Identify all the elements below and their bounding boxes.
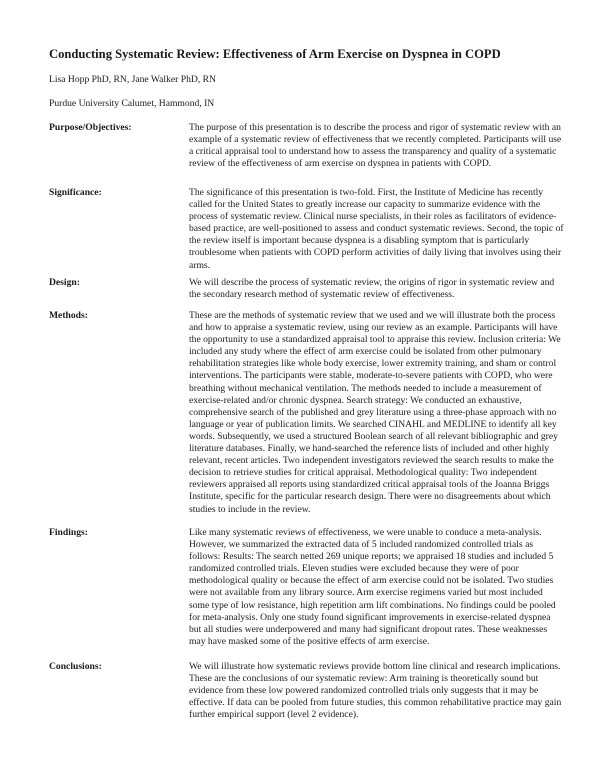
section-label: Methods:	[49, 310, 88, 321]
section-label: Design:	[49, 277, 80, 288]
section-text: We will illustrate how systematic reviews provide bottom line clinical and research implications. These are the conclusions of our systematic review: Arm training is theoretically sound but evidence from these low powered randomized controlled trials only suggests that it may be effective. If data can be pooled from future studies, this common rehabilitative practice may gain further empirical support (level 2 evidence).	[189, 661, 562, 721]
document-title: Conducting Systematic Review: Effectiveness of Arm Exercise on Dyspnea in COPD	[49, 47, 501, 61]
section-label: Purpose/Objectives:	[49, 122, 132, 133]
section-text: These are the methods of systematic review that we used and we will illustrate both the process and how to appraise a systematic review, using our review as an example. Participants will have the opportunity to use a standardized appraisal tool to appraise this review. Inclusion criteria: We included any study where the effect of arm exercise could be isolated from other pulmonary rehabilitation strategies like whole body exercise, lower extremity training, and sham or control interventions. The participants were stable, moderate-to-severe patients with COPD, who were breathing without mechanical ventilation. The methods needed to include a measurement of exercise-related and/or chronic dyspnea. Search strategy: We conducted an exhaustive, comprehensive search of the published and grey literature using a three-phase approach with no language or year of publication limits. We searched CINAHL and MEDLINE to identify all key words. Subsequently, we used a structured Boolean search of all relevant bibliographic and grey literature databases. Finally, we hand-searched the reference lists of included and other highly relevant, recent articles. Two independent investigators reviewed the search results to make the decision to retrieve studies for critical appraisal. Methodological quality: Two independent reviewers appraised all reports using standardized critical appraisal tools of the Joanna Briggs Institute, specific for the particular research design. There were no disagreements about which studies to include in the review.	[189, 310, 561, 515]
section-label: Significance:	[49, 187, 102, 198]
document-authors: Lisa Hopp PhD, RN, Jane Walker PhD, RN	[49, 74, 216, 85]
section-text: The purpose of this presentation is to describe the process and rigor of systematic review with an example of a systematic review of effectiveness that we recently completed. Participants will use a critical appraisal tool to understand how to assess the transparency and quality of a systematic review of the effectiveness of arm exercise on dyspnea in patients with COPD.	[189, 122, 562, 170]
section-text: Like many systematic reviews of effectiveness, we were unable to conduce a meta-analysis. However, we summarized the extracted data of 5 included randomized controlled trials as follows: Results: The search netted 269 unique reports; we appraised 18 studies and included 5 randomized controlled trials. Eleven studies were excluded because they were of poor methodological quality or because the effect of arm exercise could not be isolated. Two studies were not available from any library source. Arm exercise regimens varied but most included some type of low resistance, high repetition arm lift combinations. No findings could be pooled for meta-analysis. Only one study found significant improvements in exercise-related dyspnea but all studies were underpowered and many had significant dropout rates. These weaknesses may have masked some of the positive effects of arm exercise.	[189, 527, 556, 647]
section-text: We will describe the process of systematic review, the origins of rigor in systematic review and the secondary research method of systematic review of effectiveness.	[189, 277, 555, 301]
section-text: The significance of this presentation is two-fold. First, the Institute of Medicine has recently called for the United States to greatly increase our capacity to summarize evidence with the process of systematic review. Clinical nurse specialists, in their roles as facilitators of evidence-based practice, are well-positioned to assess and conduct systematic reviews. Second, the topic of the review itself is important because dyspnea is a disabling symptom that is particularly troublesome when patients with COPD perform activities of daily living that involves using their arms.	[189, 187, 564, 271]
document-affiliation: Purdue University Calumet, Hammond, IN	[49, 98, 215, 109]
section-label: Findings:	[49, 527, 88, 538]
section-label: Conclusions:	[49, 661, 102, 672]
